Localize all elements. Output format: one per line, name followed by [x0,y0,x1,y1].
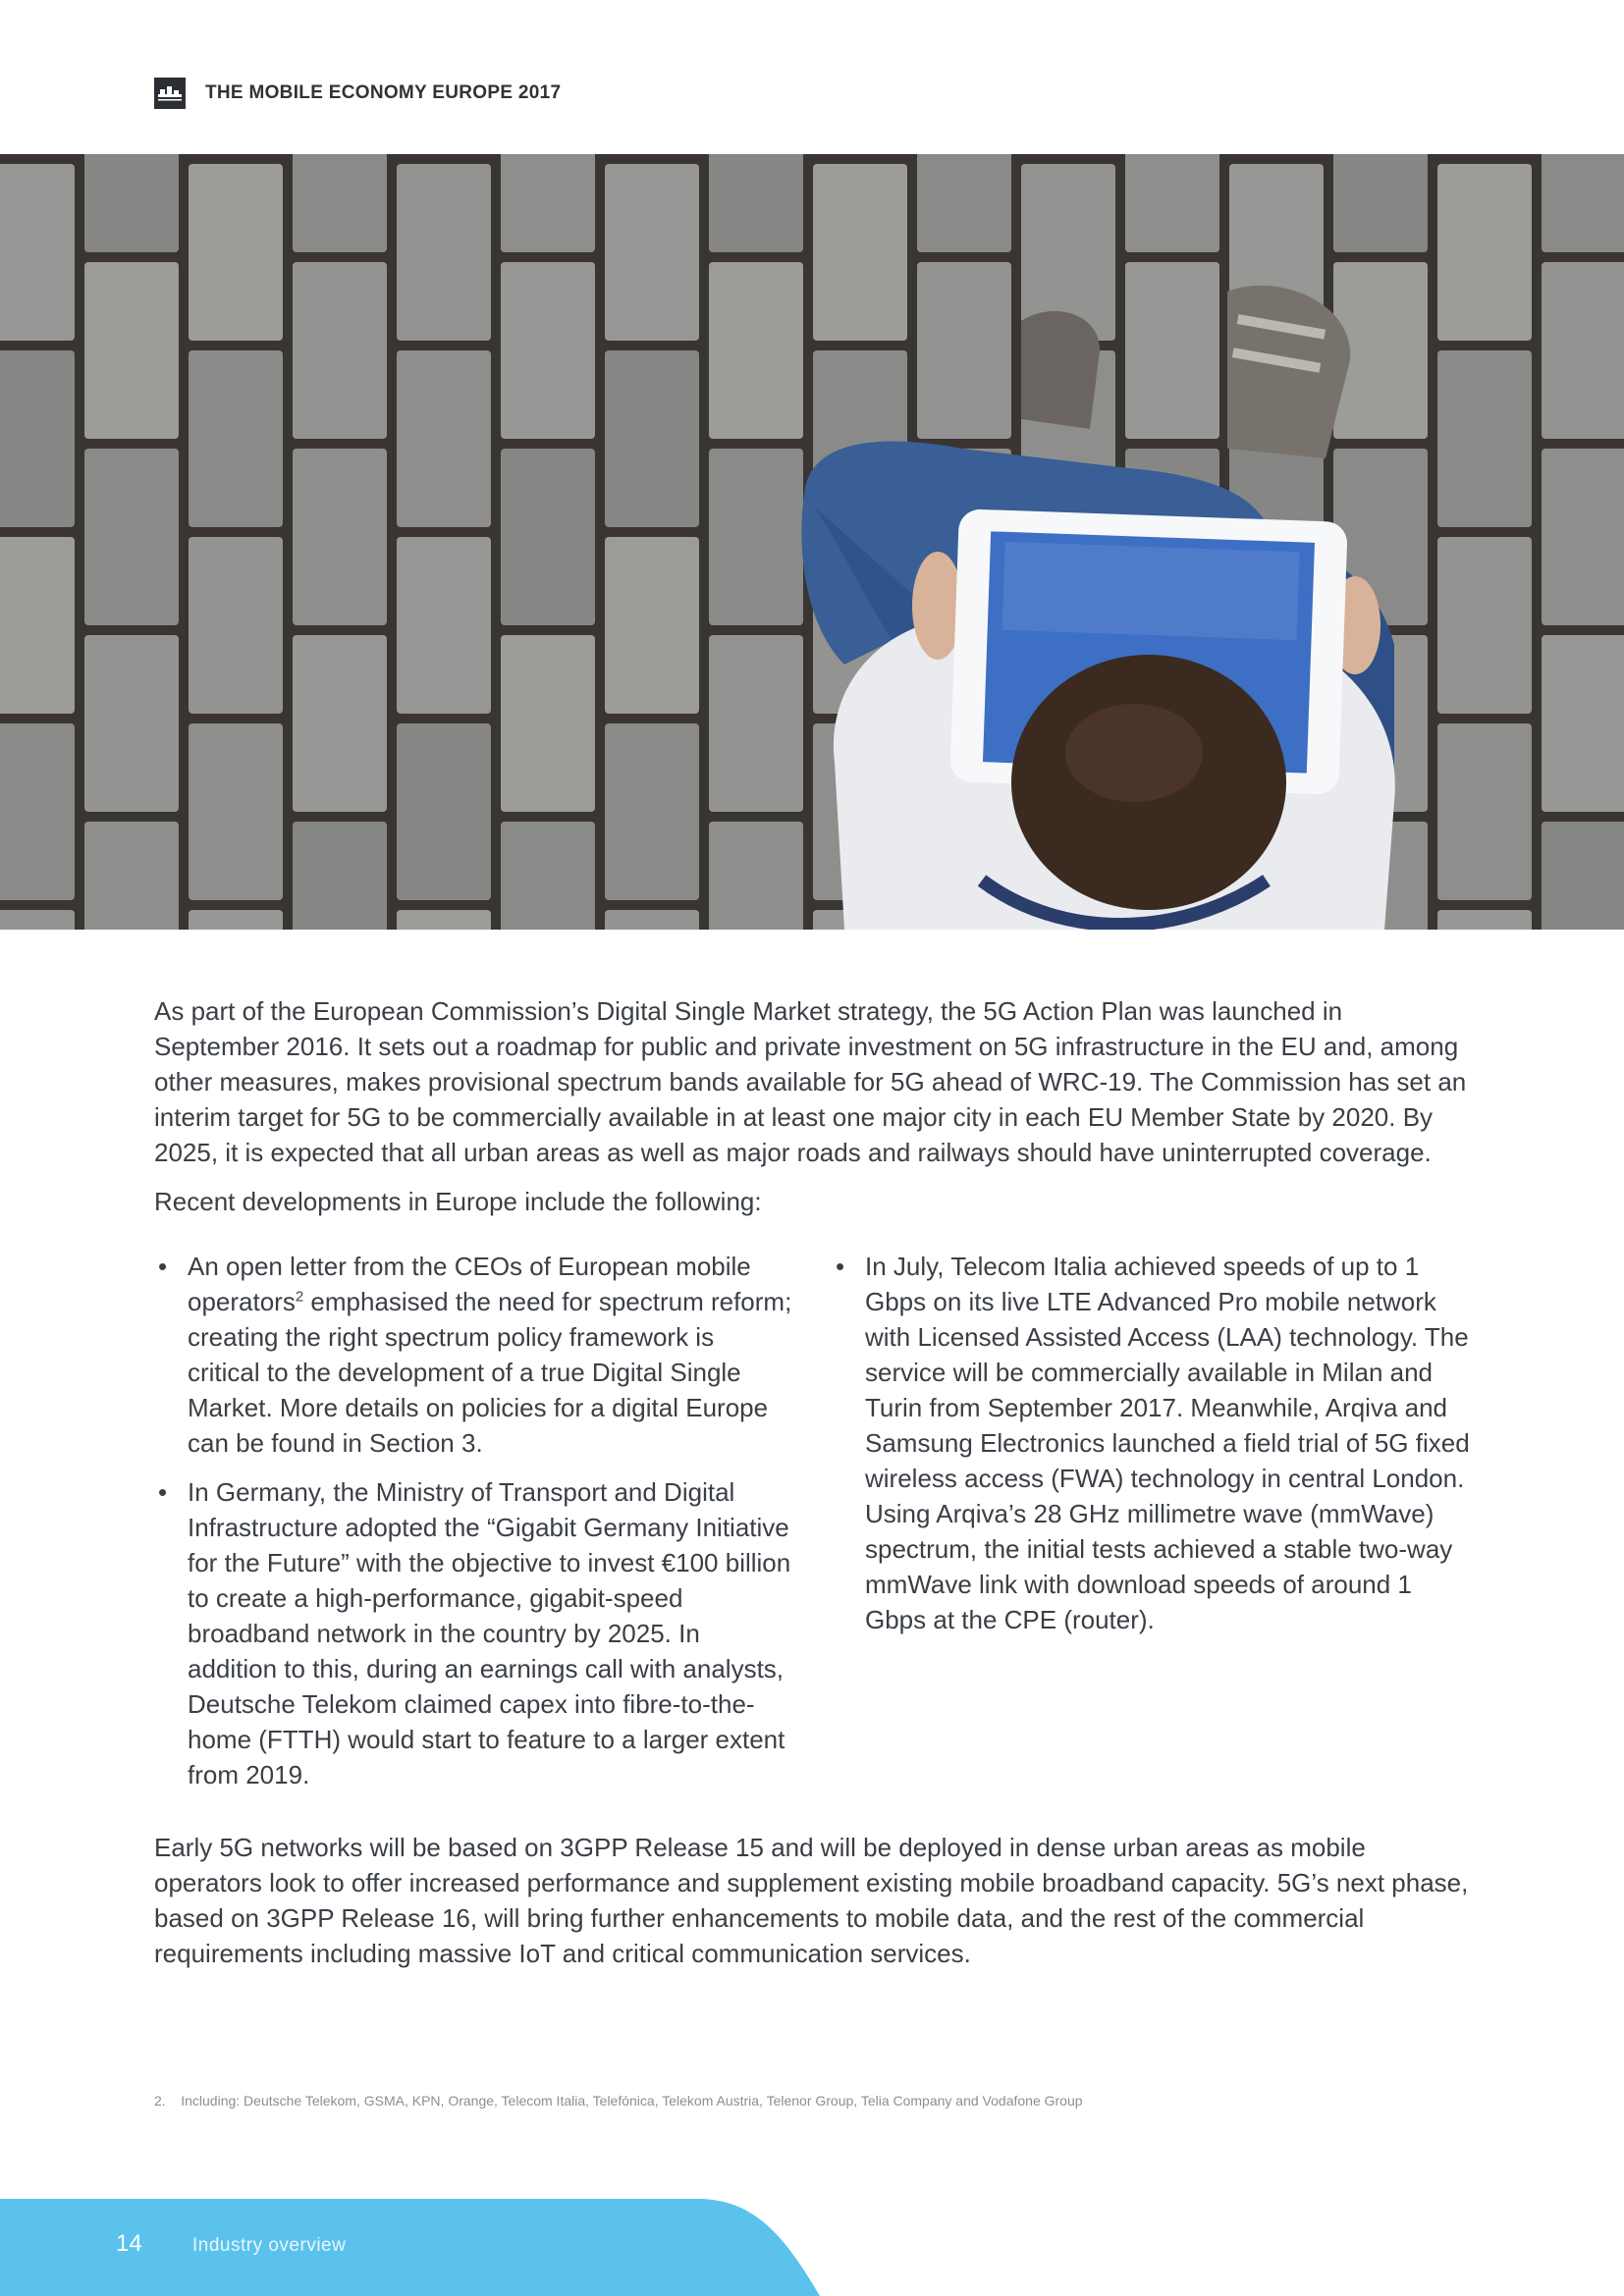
bullet-column-left [154,1249,792,1806]
list-item: • In July, Telecom Italia achieved speeds of up to 1 Gbps on its live LTE Advanced Pro mobile network with Licensed Assisted Access (LAA) technology. The service will be commercially available in Milan and Turin from September 2017. Meanwhile, Arqiva and Samsung Electronics launched a field trial of 5G fixed wireless access (FWA) technology in central London. Using Arqiva’s 28 GHz millimetre wave (mmWave) spectrum, the initial tests achieved a stable two-way mmWave link with download speeds of around 1 Gbps at the CPE (router). [832,1249,1470,1637]
footnote: 2. Including: Deutsche Telekom, GSMA, KPN, Orange, Telecom Italia, Telefónica, Telekom Austria, Telenor Group, Telia Company and Vodafone Group [154,2093,1083,2109]
list-item: • An open letter from the CEOs of European mobile operators$^2$ emphasised the need for spectrum reform; creating the right spectrum policy framework is critical to the development of a true Digital Single Market. More details on policies for a digital Europe can be found in Section 3. [154,1249,792,1461]
intro-paragraph: As part of the European Commission’s Digital Single Market strategy, the 5G Action Plan was launched in September 2016. It sets out a roadmap for public and private investment on 5G infrastructure in the EU and, among other measures, makes provisional spectrum bands available for 5G ahead of WRC-19. The Commission has set an interim target for 5G to be commercially available in at least one major city in each EU Member State by 2020. By 2025, it is expected that all urban areas as well as major roads and railways should have uninterrupted coverage. [154,996,1467,1167]
section-name: Industry overview [192,2235,347,2256]
lead-in-paragraph: Recent developments in Europe include the following: [154,1187,762,1216]
bullet-column-right [832,1249,1470,1806]
bullet-columns [154,1249,1470,1806]
list-item: • In Germany, the Ministry of Transport and Digital Infrastructure adopted the “Gigabit Germany Initiative for the Future” with the objective to invest €100 billion to create a high-performance, gigabit-speed broadband network in the country by 2025. In addition to this, during an earnings call with analysts, Deutsche Telekom claimed capex into fibre-to-the-home (FTTH) would start to feature to a larger extent from 2019. [154,1474,792,1792]
child-with-tablet-photo [0,154,1624,930]
footnote-ref: 2 [295,1288,304,1306]
article-body [154,993,1470,1971]
hero-photo [0,154,1624,930]
gsma-logo-icon [154,78,186,109]
page-number: 14 [116,2230,142,2257]
page-header [154,77,561,110]
closing-paragraph: Early 5G networks will be based on 3GPP Release 15 and will be deployed in dense urban areas as mobile operators look to offer increased performance and supplement existing mobile broadband capacity. 5G’s next phase, based on 3GPP Release 16, will bring further enhancements to mobile data, and the rest of the commercial requirements including massive IoT and critical communication services. [154,1833,1469,1968]
document-title: THE MOBILE ECONOMY EUROPE 2017 [205,82,562,103]
